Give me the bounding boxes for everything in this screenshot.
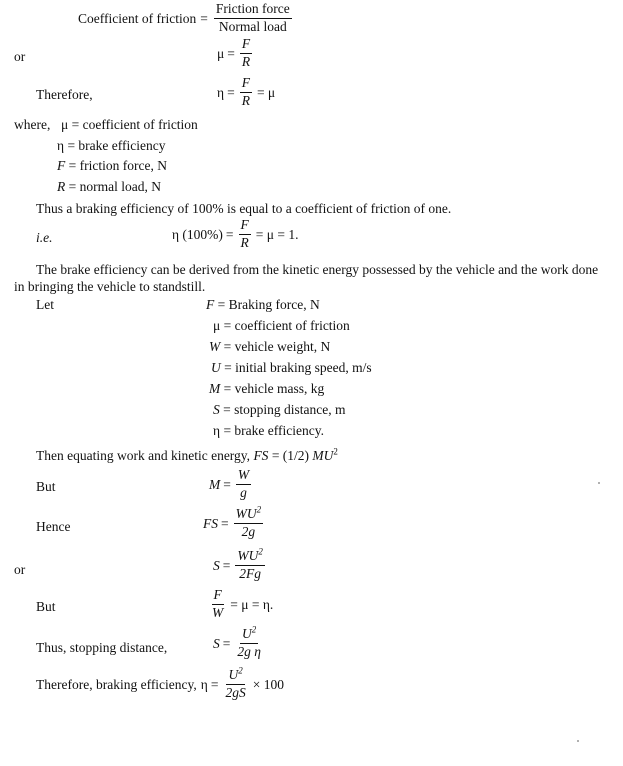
let-sym: M [209, 381, 221, 396]
equating-rhs-var: MU [312, 448, 334, 463]
where-desc: = coefficient of friction [71, 117, 198, 132]
let-desc: = coefficient of friction [223, 318, 350, 333]
ratio-numerator: F [212, 588, 224, 605]
fs-denominator: 2g [241, 523, 256, 539]
mass-denominator: g [240, 484, 247, 500]
let-desc: = vehicle mass, kg [223, 381, 325, 396]
scan-speck [598, 482, 600, 484]
fs-exp: 2 [256, 504, 262, 515]
s-exp: 2 [258, 546, 263, 557]
eta-denominator: R [241, 92, 250, 108]
ratio-fraction [210, 588, 225, 621]
ie-tail: = μ = 1. [255, 226, 299, 242]
let-item-5 [213, 403, 345, 417]
mass-equation: M = $\frac{W}{g}$ [209, 467, 250, 500]
equating-rhs-pre: = (1/2) [271, 448, 310, 463]
stop-denominator: 2g η [237, 643, 261, 659]
ie-label: i.e. [36, 230, 53, 245]
fs-lhs: FS [203, 515, 218, 531]
let-desc: = vehicle weight, N [223, 339, 331, 354]
definition-equation: Coefficient of friction = $\frac{\text{Friction force}}{\text{Normal load}}$ [78, 1, 290, 34]
stop-numerator: U [242, 626, 252, 641]
s-numerator-wrap [235, 546, 265, 566]
let-sym: S [213, 402, 220, 417]
or2-label: or [14, 562, 26, 577]
definition-denominator: Normal load [218, 18, 287, 34]
hence-label: Hence [36, 519, 71, 534]
scan-speck [577, 740, 579, 742]
stop-equation: S = $\frac{U^2}{\text{2g η}}$ [213, 624, 261, 659]
definition-numerator: Friction force [214, 2, 292, 19]
equating-lhs: FS [253, 448, 269, 463]
where-desc: = brake efficiency [67, 138, 166, 153]
mu-lhs: μ [217, 45, 225, 61]
eta-fraction [240, 76, 252, 109]
s-numerator: WU [237, 548, 259, 563]
ratio-denominator: W [212, 604, 224, 620]
fs-numerator: WU [235, 506, 257, 521]
s-lhs: S [213, 557, 220, 573]
mu-fraction [240, 37, 252, 70]
where-sym: F [57, 158, 66, 173]
where-item-2 [57, 159, 167, 173]
stop-lhs: S [213, 635, 220, 651]
equating-exp: 2 [333, 446, 338, 457]
where-label: where, [14, 117, 51, 132]
therefore-label: Therefore, [36, 87, 93, 102]
s-fraction [235, 546, 265, 582]
stopping-label: Thus, stopping distance, [36, 640, 168, 655]
where-sym: η [57, 138, 65, 153]
ie-numerator: F [239, 218, 251, 235]
final-denominator: 2gS [225, 684, 246, 700]
final-lhs: η [200, 676, 208, 692]
let-label: Let [36, 297, 54, 312]
ie-denominator: R [240, 234, 249, 250]
final-exp: 2 [238, 665, 243, 676]
fs-equation: FS = $\frac{WU^2}{2g}$ [203, 504, 262, 539]
kinetic-paragraph-text: The brake efficiency can be derived from the kinetic energy possessed by the vehicle and the work done in bringing the vehicle to standstill. [14, 262, 599, 294]
ie-equation: η (100%) = $\frac{F}{R}$ = μ = 1. [172, 217, 299, 250]
ratio-tail: = μ = η. [230, 596, 274, 612]
eta-lhs: η [217, 84, 225, 100]
let-sym: U [211, 360, 221, 375]
equating-text: Then equating work and kinetic energy, [36, 448, 251, 463]
mu-numerator: F [240, 37, 252, 54]
mass-lhs: M [209, 476, 221, 492]
let-desc: = initial braking speed, m/s [224, 360, 372, 375]
eta-numerator: F [240, 76, 252, 93]
thus-sentence: Thus a braking efficiency of 100% is equal to a coefficient of friction of one. [36, 201, 452, 216]
eta-equation: η = $\frac{F}{R}$ = μ [217, 75, 276, 108]
final-fraction [223, 665, 247, 701]
kinetic-paragraph [14, 261, 599, 295]
eta-tail: = μ [256, 84, 276, 100]
let-sym: μ [213, 318, 221, 333]
where-sym: R [57, 179, 66, 194]
final-equation: Therefore, braking efficiency, η = $\frac{U^2}{2gS}$ × 100 [36, 665, 284, 700]
let-sym: W [209, 339, 221, 354]
final-label: Therefore, braking efficiency, [36, 676, 197, 692]
where-item-0 [61, 118, 198, 132]
where-desc: = friction force, N [68, 158, 167, 173]
stop-exp: 2 [251, 624, 257, 635]
let-sym: F [206, 297, 215, 312]
definition-fraction [214, 2, 292, 35]
final-numerator: U [228, 667, 239, 682]
where-item-3 [57, 180, 161, 194]
s-equation: S = $\frac{WU^2}{2Fg}$ [213, 546, 263, 581]
definition-label: Coefficient of friction [78, 10, 197, 26]
final-tail: × 100 [252, 676, 284, 692]
ratio-equation [208, 588, 273, 621]
where-item-1 [57, 139, 166, 153]
stop-numerator-wrap [240, 624, 258, 644]
ie-fraction [239, 218, 251, 251]
mass-fraction [236, 468, 251, 501]
where-desc: = normal load, N [68, 179, 161, 194]
let-item-2 [209, 340, 330, 354]
or-label: or [14, 49, 26, 64]
mu-denominator: R [241, 53, 251, 69]
let-item-3 [211, 361, 372, 375]
equating-line [36, 446, 338, 463]
let-sym: η [213, 423, 221, 438]
fs-fraction [234, 504, 264, 540]
ie-lhs: η (100%) [172, 226, 223, 242]
mu-equation: μ = $\frac{F}{R}$ [217, 36, 251, 69]
let-desc: = Braking force, N [217, 297, 320, 312]
s-denominator: 2Fg [239, 565, 261, 581]
let-item-1 [213, 319, 350, 333]
fs-numerator-wrap [234, 504, 264, 524]
let-item-0 [206, 298, 320, 312]
final-numerator-wrap [226, 665, 244, 685]
let-item-4 [209, 382, 324, 396]
but-label: But [36, 479, 56, 494]
let-item-6 [213, 424, 324, 438]
let-desc: = stopping distance, m [223, 402, 346, 417]
but2-label: But [36, 599, 56, 614]
mass-numerator: W [236, 468, 251, 485]
let-desc: = brake efficiency. [223, 423, 324, 438]
where-sym: μ [61, 117, 69, 132]
